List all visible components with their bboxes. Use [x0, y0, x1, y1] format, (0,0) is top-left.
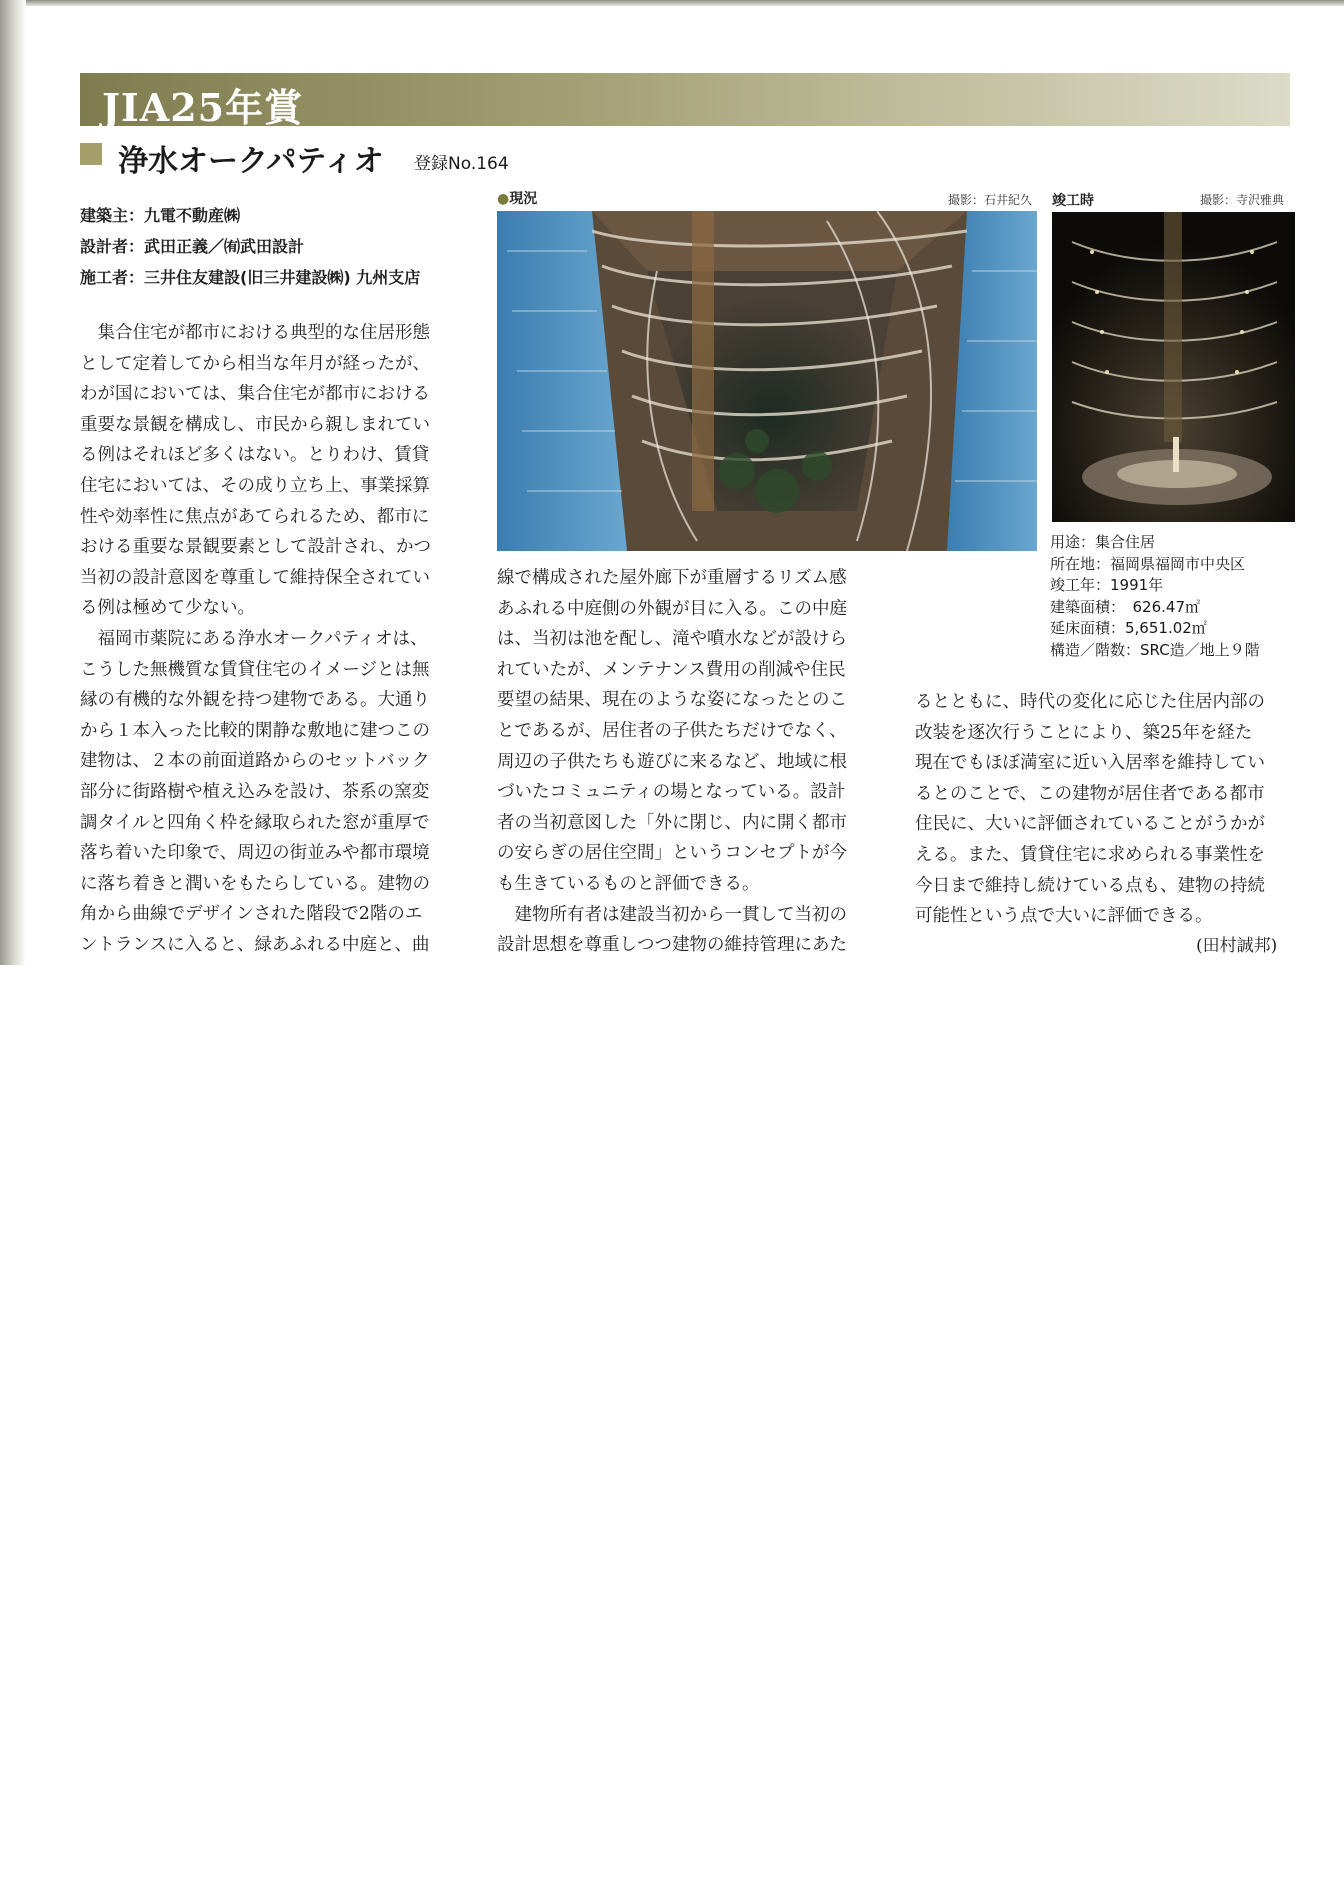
- body-line: 部分に街路樹や植え込みを設け、茶系の窯変: [80, 781, 430, 802]
- body-line: づいたコミュニティの場となっている。設計: [497, 782, 846, 803]
- credits-block: [80, 200, 420, 293]
- body-line: 福岡市薬院にある浄水オークパティオは、: [80, 628, 428, 649]
- body-line: 現在でもほぼ満室に近い入居率を維持してい: [915, 753, 1265, 774]
- body-line: 者の当初意図した「外に閉じ、内に開く都市: [497, 812, 847, 833]
- credit-owner: 建築主：九電不動産㈱: [80, 206, 241, 225]
- body-line: 落ち着いた印象で、周辺の街並みや都市環境: [80, 843, 430, 864]
- title-marker: [80, 143, 102, 165]
- award-banner: [80, 73, 1290, 130]
- body-line: は、当初は池を配し、滝や噴水などが設けら: [497, 629, 847, 650]
- body-line: 改装を逐次行うことにより、築25年を経た: [915, 722, 1253, 743]
- body-line: る例は極めて少ない。: [80, 598, 255, 619]
- spec-building-area: 建築面積： 626.47㎡: [1050, 597, 1200, 616]
- body-line: こうした無機質な賃貸住宅のイメージとは無: [80, 659, 430, 680]
- body-paragraph: [497, 563, 847, 900]
- body-line: 今日まで維持し続けている点も、建物の持続: [915, 875, 1265, 896]
- body-line: とであるが、居住者の子供たちだけでなく、: [497, 720, 847, 741]
- photo-credit-completion: 撮影：寺沢雅典: [1200, 193, 1285, 207]
- spec-structure: 構造／階数：SRC造／地上９階: [1050, 640, 1260, 659]
- body-line: 建物所有者は建設当初から一貫して当初の: [497, 904, 847, 925]
- body-line: る例はそれほど多くはない。とりわけ、賃貸: [80, 445, 430, 466]
- body-line: 重要な景観を構成し、市民から親しまれてい: [80, 414, 430, 435]
- body-line: 線で構成された屋外廊下が重層するリズム感: [497, 568, 847, 588]
- body-line: として定着してから相当な年月が経ったが、: [80, 353, 430, 374]
- photo-credit-current: 撮影：石井紀久: [948, 193, 1033, 207]
- body-line: 周辺の子供たちも遊びに来るなど、地域に根: [497, 751, 847, 772]
- spec-floor-area: 延床面積：5,651.02㎡: [1050, 619, 1207, 637]
- body-line: から１本入った比較的閑静な敷地に建つこの: [80, 720, 430, 741]
- body-line: の安らぎの居住空間」というコンセプトが今: [497, 843, 847, 864]
- body-line: 建物は、２本の前面道路からのセットバック: [80, 751, 430, 772]
- body-paragraph: [80, 318, 431, 624]
- body-line: ントランスに入ると、緑あふれる中庭と、曲: [80, 934, 430, 955]
- atrium-photo-completion: [1052, 212, 1295, 522]
- award-title: JIA25年賞: [102, 85, 304, 130]
- spec-completion-year: 竣工年：1991年: [1050, 576, 1164, 594]
- credit-designer: 設計者：武田正義／㈲武田設計: [80, 237, 305, 256]
- body-line: あふれる中庭側の外観が目に入る。この中庭: [497, 598, 847, 619]
- credit-contractor: 施工者：三井住友建設(旧三井建設㈱) 九州支店: [80, 268, 421, 287]
- scan-edge-left: [0, 0, 26, 965]
- body-paragraph: [497, 900, 847, 961]
- body-paragraph: [915, 687, 1265, 932]
- body-line: 設計思想を尊重しつつ建物の維持管理にあた: [497, 935, 847, 956]
- body-line: 住宅においては、その成り立ち上、事業採算: [80, 475, 430, 496]
- scan-edge-top: [0, 0, 1344, 6]
- body-line: 要望の結果、現在のような姿になったとのこ: [497, 690, 847, 711]
- body-line: 当初の設計意図を尊重して維持保全されてい: [80, 567, 430, 588]
- spec-use: 用途：集合住居: [1050, 533, 1156, 551]
- building-title: 浄水オークパティオ: [118, 144, 384, 179]
- registration-number: 登録No.164: [414, 154, 509, 174]
- body-column-middle: [497, 563, 847, 961]
- body-line: に落ち着きと潤いをもたらしている。建物の: [80, 873, 430, 894]
- body-line: 集合住宅が都市における典型的な住居形態: [80, 323, 430, 343]
- body-line: れていたが、メンテナンス費用の削減や住民: [497, 659, 846, 680]
- atrium-photo-current: [497, 211, 1037, 551]
- body-line: も生きているものと評価できる。: [497, 873, 760, 894]
- author-credit: (田村誠邦): [1196, 936, 1278, 956]
- body-line: るとのことで、この建物が居住者である都市: [915, 783, 1265, 804]
- body-line: 角から曲線でデザインされた階段で2階のエ: [80, 904, 423, 925]
- body-line: 可能性という点で大いに評価できる。: [915, 906, 1213, 927]
- body-line: わが国においては、集合住宅が都市における: [80, 384, 430, 405]
- body-line: 性や効率性に焦点があてられるため、都市に: [80, 506, 430, 527]
- body-line: るとともに、時代の変化に応じた住居内部の: [915, 692, 1265, 712]
- photo-label-completion: 竣工時: [1052, 193, 1094, 209]
- body-line: 住民に、大いに評価されていることがうかが: [915, 814, 1265, 835]
- body-line: 縁の有機的な外観を持つ建物である。大通り: [80, 690, 430, 711]
- photo-label-current: ●現況: [497, 191, 538, 207]
- building-specs: [1050, 532, 1260, 661]
- body-column-left: [80, 318, 431, 960]
- body-column-right: [915, 687, 1265, 932]
- body-line: 調タイルと四角く枠を縁取られた窓が重厚で: [80, 812, 430, 833]
- body-paragraph: [80, 624, 431, 961]
- spec-location: 所在地：福岡県福岡市中央区: [1050, 554, 1246, 573]
- body-line: おける重要な景観要素として設計され、かつ: [80, 537, 432, 558]
- body-line: える。また、賃貸住宅に求められる事業性を: [915, 844, 1265, 865]
